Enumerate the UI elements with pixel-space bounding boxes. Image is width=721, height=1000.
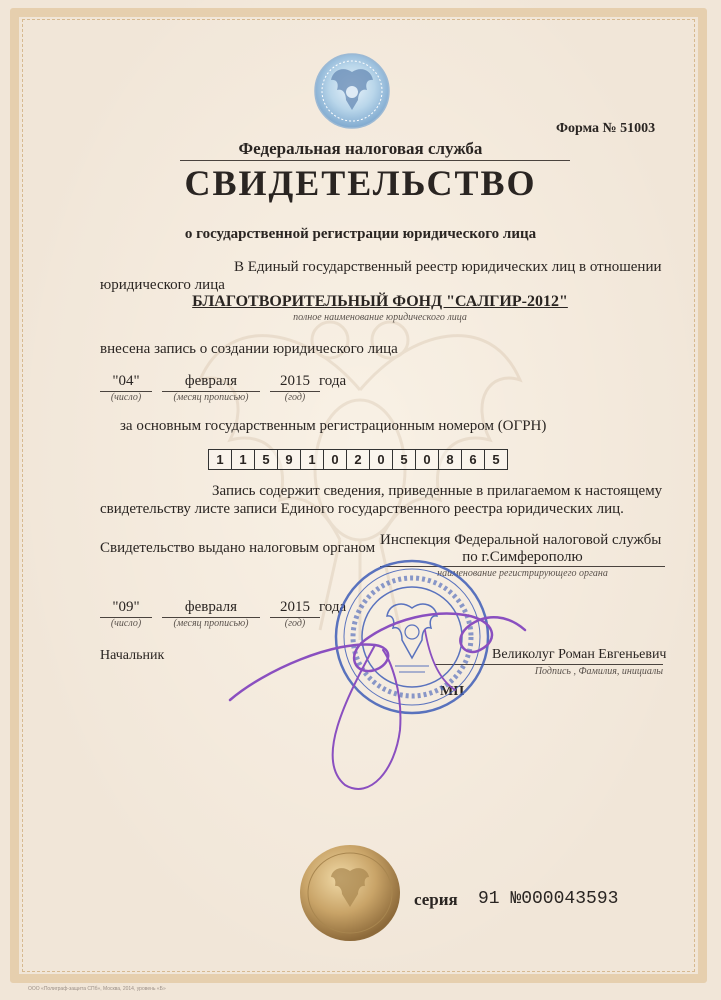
ogrn-digit: 5	[255, 450, 278, 469]
signer-position: Начальник	[100, 648, 165, 663]
ogrn-digit: 0	[370, 450, 393, 469]
issue-month-caption: (месяц прописью)	[173, 618, 249, 629]
ogrn-digit: 1	[209, 450, 232, 469]
ogrn-digit: 8	[439, 450, 462, 469]
series-label: серия	[414, 890, 458, 909]
creation-month: февраля	[184, 373, 238, 389]
creation-day-caption: (число)	[110, 392, 142, 403]
ogrn-number	[208, 449, 508, 470]
ogrn-digit: 5	[393, 450, 416, 469]
ogrn-digit: 2	[347, 450, 370, 469]
ogrn-digit: 5	[492, 452, 500, 467]
ogrn-digit: 0	[416, 450, 439, 469]
page-title: СВИДЕТЕЛЬСТВО	[184, 163, 537, 203]
issue-day: "09"	[112, 599, 140, 615]
intro-line-1: В Единый государственный реестр юридических лиц в отношении	[234, 259, 662, 275]
ogrn-digit: 1	[301, 450, 324, 469]
issue-month: февраля	[184, 599, 238, 615]
entity-caption: полное наименование юридического лица	[293, 312, 467, 323]
printer-imprint: ООО «Полиграф-защита СПб», Москва, 2014, уровень «Б»	[28, 986, 166, 992]
creation-month-caption: (месяц прописью)	[173, 392, 249, 403]
ogrn-digit: 6	[462, 450, 485, 469]
issue-year-caption: (год)	[284, 618, 306, 629]
stamp-place-label: МП	[440, 684, 465, 699]
creation-year: 2015	[280, 373, 310, 389]
issuer-org-line-1: Инспекция Федеральной налоговой службы	[380, 532, 662, 548]
agency-name: Федеральная налоговая служба	[238, 139, 483, 158]
issuer-label: Свидетельство выдано налоговым органом	[100, 540, 376, 556]
issue-year-suffix: года	[319, 599, 347, 615]
serial-number: 91 №000043593	[478, 889, 619, 909]
agency-underline	[180, 160, 570, 161]
issuer-caption: наименование регистрирующего органа	[437, 568, 608, 579]
record-line-2: свидетельству листе записи Единого государственного реестра юридических лиц.	[100, 501, 624, 517]
signer-caption: Подпись , Фамилия, инициалы	[534, 666, 663, 677]
creation-day: "04"	[112, 373, 140, 389]
record-line-1: Запись содержит сведения, приведенные в прилагаемом к настоящему	[212, 483, 663, 499]
issue-day-caption: (число)	[110, 618, 142, 629]
creation-year-caption: (год)	[284, 392, 306, 403]
handwritten-signature	[225, 570, 535, 800]
gold-seal-emblem	[298, 843, 403, 943]
ogrn-digit: 0	[324, 450, 347, 469]
form-number: Форма № 51003	[556, 121, 656, 136]
issue-year: 2015	[280, 599, 310, 615]
ogrn-label: за основным государственным регистрационным номером (ОГРН)	[120, 418, 547, 434]
signer-name: Великолуг Роман Евгеньевич	[492, 647, 667, 662]
hologram-emblem	[313, 52, 391, 130]
intro-line-2: юридического лица	[100, 277, 225, 293]
page-subtitle: о государственной регистрации юридического лица	[184, 226, 537, 242]
issuer-org-line-2: по г.Симферополю	[462, 549, 583, 565]
creation-year-suffix: года	[319, 373, 347, 389]
creation-text: внесена запись о создании юридического лица	[100, 341, 398, 357]
ogrn-digit: 9	[278, 450, 301, 469]
entity-name: БЛАГОТВОРИТЕЛЬНЫЙ ФОНД "САЛГИР-2012"	[192, 293, 568, 310]
ogrn-digit: 1	[232, 450, 255, 469]
